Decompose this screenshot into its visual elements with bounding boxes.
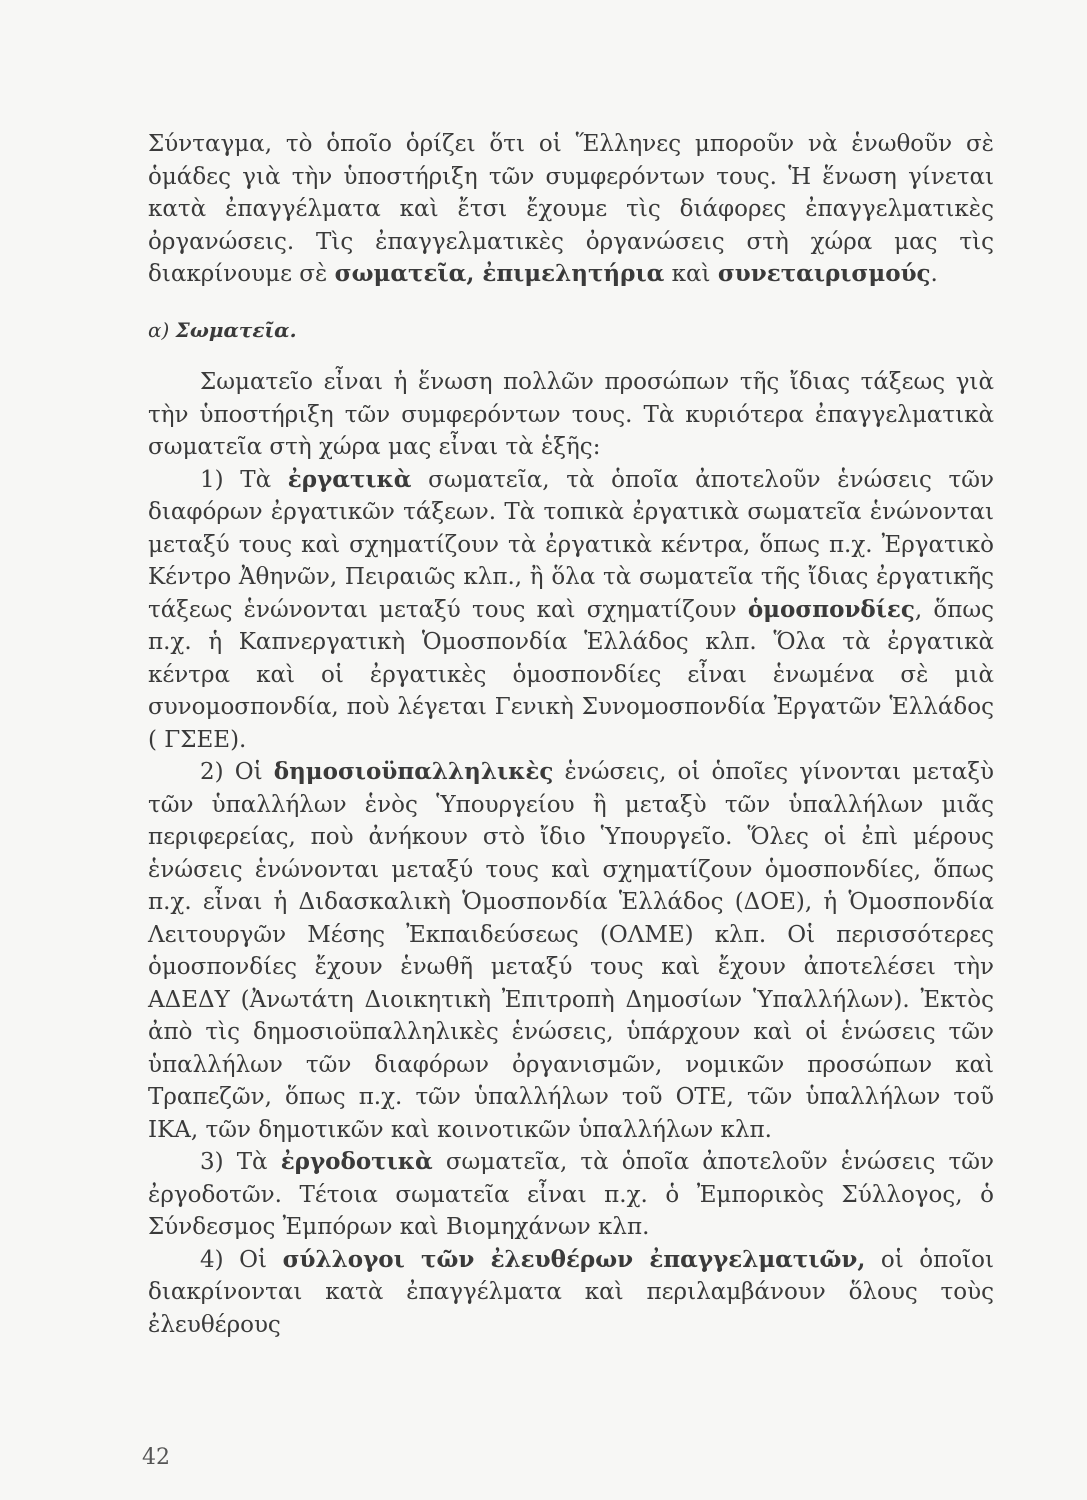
item2-bold: δημοσιοϋπαλληλικὲς: [273, 758, 554, 785]
item3-text: σωματεῖα, τὰ ὁποῖα ἀποτελοῦν ἑνώσεις τῶν ἐργοδοτῶν. Τέτοια σωματεῖα εἶναι π.χ. ὁ Ἐμπορικὸς Σύλλογος, ὁ Σύνδεσμος Ἐμπόρων καὶ Βιομηχάνων κλπ.: [148, 1149, 994, 1240]
item1-text-2: , ὅπως π.χ. ἡ Καπνεργατικὴ Ὁμοσπονδία Ἑλλάδος κλπ. Ὅλα τὰ ἐργατικὰ κέντρα καὶ οἱ ἐργατικὲς ὁμοσπονδίες εἶναι ἑνωμένα σὲ μιὰ συνομοσπονδία, ποὺ λέγεται Γενικὴ Συνομοσπονδία Ἐργατῶν Ἑλλάδος ( ΓΣΕΕ).: [148, 596, 994, 753]
item4-bold: σύλλογοι τῶν ἐλευθέρων ἐπαγγελματιῶν,: [282, 1245, 866, 1273]
page-body: [148, 128, 994, 1341]
definition-paragraph: Σωματεῖο εἶναι ἡ ἕνωση πολλῶν προσώπων τῆς ἴδιας τάξεως γιὰ τὴν ὑποστήριξη τῶν συμφερόντων τους. Τὰ κυριότερα ἐπαγγελματικὰ σωματεῖα στὴ χώρα μας εἶναι τὰ ἑξῆς:: [148, 369, 994, 460]
item2-prefix: 2) Οἱ: [200, 759, 274, 785]
intro-text-1: Σύνταγμα, τὸ ὁποῖο ὁρίζει ὅτι οἱ Ἕλληνες μποροῦν νὰ ἑνωθοῦν σὲ ὁμάδες γιὰ τὴν ὑποστήριξη τῶν συμφερόντων τους. Ἡ ἕνωση γίνεται κατὰ ἐπαγγέλματα καὶ ἔτσι ἔχουμε τὶς διάφορες ἐπαγγελματικὲς ὀργανώσεις. Τὶς ἐπαγγελματικὲς ὀργανώσεις στὴ χώρα μας τὶς διακρίνουμε σὲ: [148, 131, 994, 287]
list-item-4: [148, 1244, 994, 1342]
intro-bold-2: συνεταιρισμούς: [717, 260, 931, 287]
section-heading-title: Σωματεῖα.: [175, 317, 297, 342]
section-heading: [148, 314, 994, 347]
intro-paragraph: [148, 128, 994, 291]
intro-bold-1: σωματεῖα, ἐπιμελητήρια: [334, 260, 665, 287]
item1-text-1: σωματεῖα, τὰ ὁποῖα ἀποτελοῦν ἑνώσεις τῶν διαφόρων ἐργατικῶν τάξεων. Τὰ τοπικὰ ἐργατικὰ σωματεῖα ἑνώνονται μεταξύ τους καὶ σχηματίζουν τὰ ἐργατικὰ κέντρα, ὅπως π.χ. Ἐργατικὸ Κέντρο Ἀθηνῶν, Πειραιῶς κλπ., ἢ ὅλα τὰ σωματεῖα τῆς ἴδιας ἐργατικῆς τάξεως ἑνώνονται μεταξύ τους καὶ σχηματίζουν: [148, 466, 994, 623]
intro-text-2: καὶ: [664, 261, 718, 287]
section-heading-label: α): [148, 317, 176, 342]
item3-bold: ἐργοδοτικὰ: [280, 1148, 433, 1175]
item1-prefix: 1) Τὰ: [200, 466, 288, 493]
item1-bold-2: ὁμοσπονδίες: [747, 595, 915, 623]
item3-prefix: 3) Τὰ: [200, 1149, 281, 1175]
intro-text-3: .: [930, 261, 938, 287]
page-number: 42: [142, 1445, 170, 1470]
list-item-2: [148, 756, 994, 1146]
item1-bold: ἐργατικὰ: [287, 465, 412, 493]
list-item-3: [148, 1146, 994, 1244]
list-item-1: [148, 464, 994, 757]
item4-prefix: 4) Οἱ: [200, 1246, 283, 1273]
item4-text: οἱ ὁποῖοι διακρίνονται κατὰ ἐπαγγέλματα καὶ περιλαμβάνουν ὅλους τοὺς ἐλευθέρους: [148, 1246, 994, 1338]
item2-text: ἑνώσεις, οἱ ὁποῖες γίνονται μεταξὺ τῶν ὑπαλλήλων ἑνὸς Ὑπουργείου ἢ μεταξὺ τῶν ὑπαλλήλων μιᾶς περιφερείας, ποὺ ἀνήκουν στὸ ἴδιο Ὑπουργεῖο. Ὅλες οἱ ἐπὶ μέρους ἑνώσεις ἑνώνονται μεταξύ τους καὶ σχηματίζουν ὁμοσπονδίες, ὅπως π.χ. εἶναι ἡ Διδασκαλικὴ Ὁμοσπονδία Ἑλλάδος (ΔΟΕ), ἡ Ὁμοσπονδία Λειτουργῶν Μέσης Ἐκπαιδεύσεως (ΟΛΜΕ) κλπ. Οἱ περισσότερες ὁμοσπονδίες ἔχουν ἑνωθῆ μεταξύ τους καὶ ἔχουν ἀποτελέσει τὴν ΑΔΕΔΥ (Ἀνωτάτη Διοικητικὴ Ἐπιτροπὴ Δημοσίων Ὑπαλλήλων). Ἐκτὸς ἀπὸ τὶς δημοσιοϋπαλληλικὲς ἑνώσεις, ὑπάρχουν καὶ οἱ ἑνώσεις τῶν ὑπαλλήλων τῶν διαφόρων ὀργανισμῶν, νομικῶν προσώπων καὶ Τραπεζῶν, ὅπως π.χ. τῶν ὑπαλλήλων τοῦ ΟΤΕ, τῶν ὑπαλλήλων τοῦ ΙΚΑ, τῶν δημοτικῶν καὶ κοινοτικῶν ὑπαλλήλων κλπ.: [148, 759, 994, 1143]
